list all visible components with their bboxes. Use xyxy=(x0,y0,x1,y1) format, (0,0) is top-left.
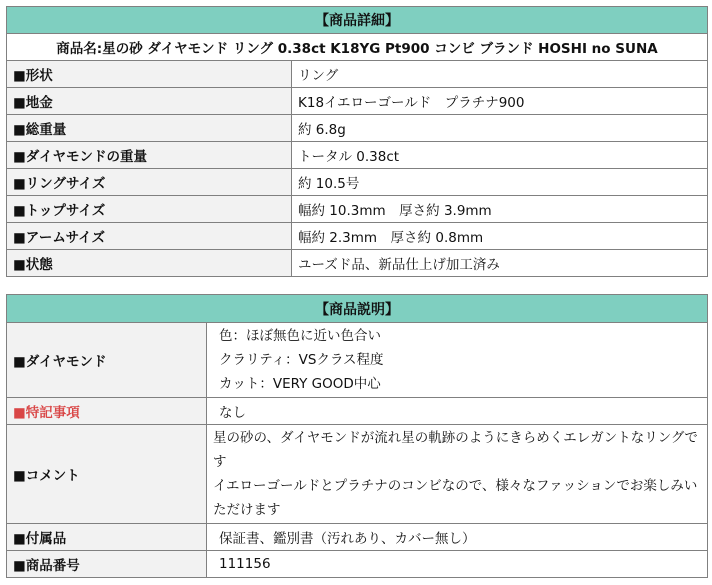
row-value: 約 6.8g xyxy=(292,115,708,142)
table-row xyxy=(7,142,708,169)
diamond-label: ■ダイヤモンド xyxy=(7,323,207,398)
table-row xyxy=(7,115,708,142)
diamond-color: 色：ほぼ無色に近い色合い xyxy=(219,328,381,344)
row-value: リング xyxy=(292,61,708,88)
row-value: 約 10.5号 xyxy=(292,169,708,196)
diamond-clarity: クラリティ：VSクラス程度 xyxy=(219,352,384,368)
product-name: 商品名:星の砂 ダイヤモンド リング 0.38ct K18YG Pt900 コンビ ブランド HOSHI no SUNA xyxy=(7,34,708,61)
accessories-value: 保証書、鑑別書（汚れあり、カバー無し） xyxy=(207,524,708,551)
diamond-specs xyxy=(207,323,708,398)
table-row xyxy=(7,169,708,196)
product-name-row xyxy=(7,34,708,61)
details-header-row xyxy=(7,7,708,34)
row-value: K18イエローゴールド プラチナ900 xyxy=(292,88,708,115)
comment-value: 星の砂の、ダイヤモンドが流れ星の軌跡のようにきらめくエレガントなリングです イエローゴールドとプラチナのコンビなので、様々なファッションでお楽しみいただけます xyxy=(207,425,708,524)
diamond-cut: カット：VERY GOOD中心 xyxy=(219,376,381,392)
product-number-value: 111156 xyxy=(207,551,708,578)
row-value: 幅約 10.3mm 厚さ約 3.9mm xyxy=(292,196,708,223)
row-label: ■アームサイズ xyxy=(7,223,292,250)
details-header: 【商品詳細】 xyxy=(7,7,708,34)
special-notes-label: ■特記事項 xyxy=(7,398,207,425)
product-description-table xyxy=(6,294,708,578)
row-label: ■地金 xyxy=(7,88,292,115)
row-value: 幅約 2.3mm 厚さ約 0.8mm xyxy=(292,223,708,250)
table-row xyxy=(7,88,708,115)
row-label: ■状態 xyxy=(7,250,292,277)
comment-row xyxy=(7,425,708,524)
product-details-table xyxy=(6,6,708,277)
description-header-row xyxy=(7,295,708,323)
table-row xyxy=(7,250,708,277)
row-label: ■形状 xyxy=(7,61,292,88)
comment-label: ■コメント xyxy=(7,425,207,524)
row-label: ■総重量 xyxy=(7,115,292,142)
row-label: ■リングサイズ xyxy=(7,169,292,196)
row-value: トータル 0.38ct xyxy=(292,142,708,169)
table-row xyxy=(7,196,708,223)
table-row xyxy=(7,223,708,250)
table-row xyxy=(7,61,708,88)
accessories-label: ■付属品 xyxy=(7,524,207,551)
product-number-row xyxy=(7,551,708,578)
special-notes-value: なし xyxy=(207,398,708,425)
diamond-row xyxy=(7,323,708,398)
row-value: ユーズド品、新品仕上げ加工済み xyxy=(292,250,708,277)
description-header: 【商品説明】 xyxy=(7,295,708,323)
row-label: ■トップサイズ xyxy=(7,196,292,223)
row-label: ■ダイヤモンドの重量 xyxy=(7,142,292,169)
product-number-label: ■商品番号 xyxy=(7,551,207,578)
accessories-row xyxy=(7,524,708,551)
special-notes-row xyxy=(7,398,708,425)
